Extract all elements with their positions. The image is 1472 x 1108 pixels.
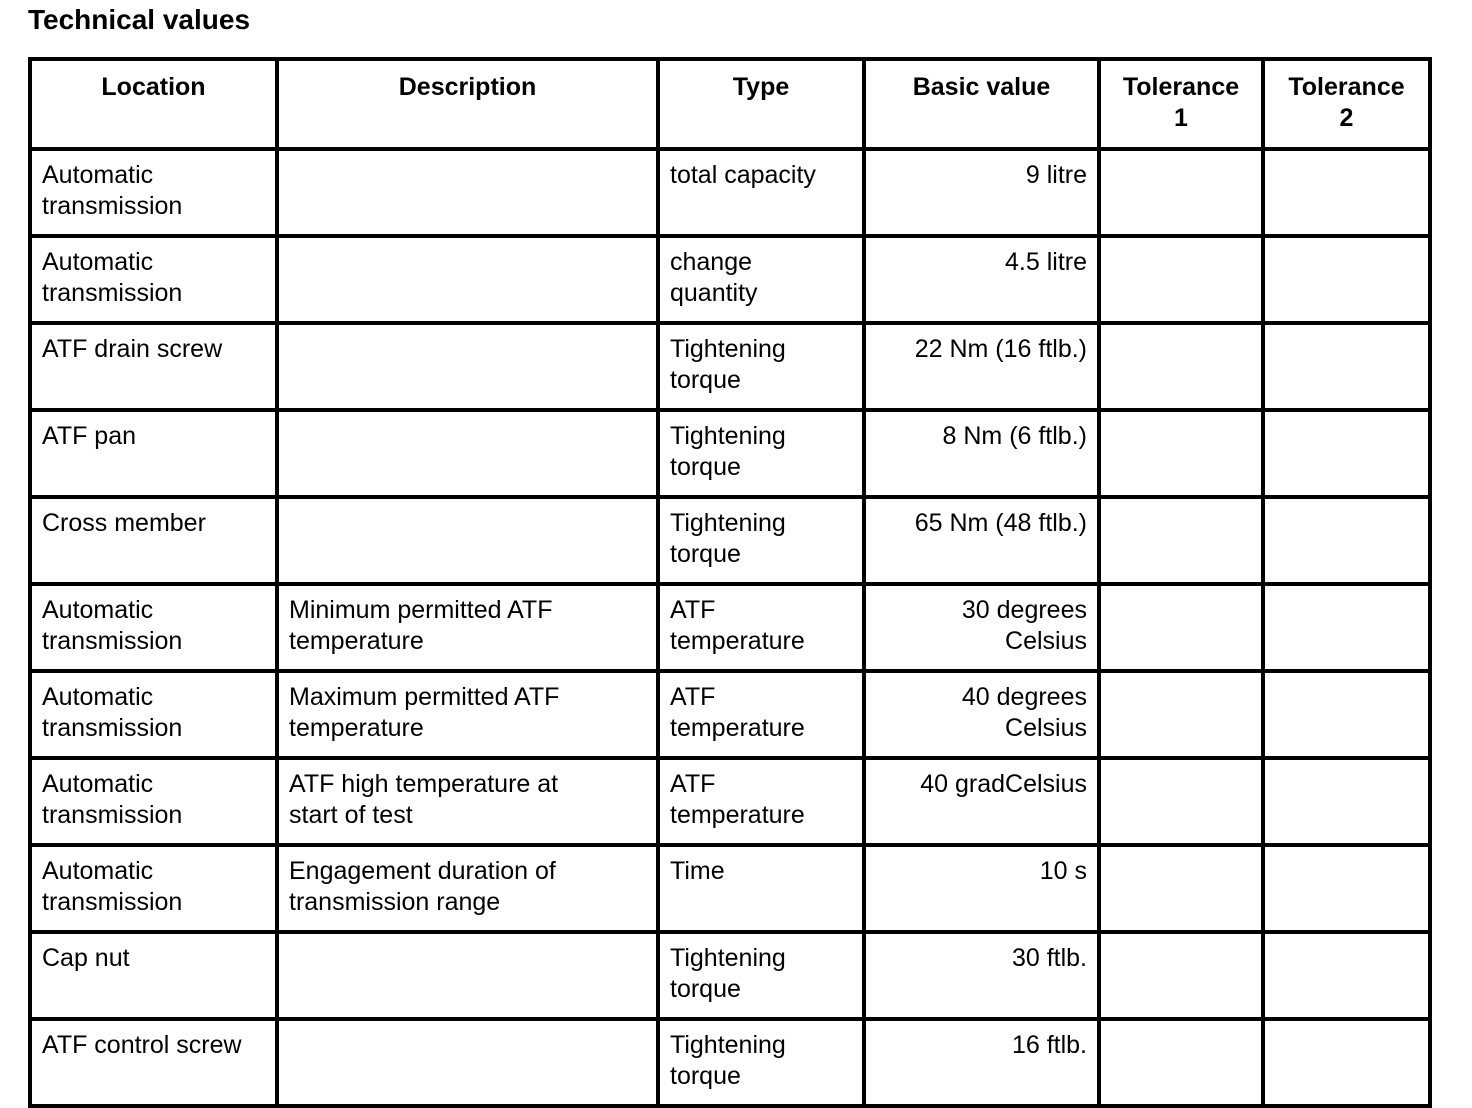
basic-value-cell	[864, 410, 1099, 497]
column-header-location	[30, 59, 277, 149]
table-row	[30, 236, 1430, 323]
column-header-text: Location	[101, 73, 206, 101]
technical-values-table	[28, 57, 1432, 1108]
tolerance-2-cell	[1263, 671, 1430, 758]
cell-text: Automatic	[42, 683, 154, 711]
cell-text: 65 Nm (48 ftlb.)	[914, 509, 1087, 537]
basic-value-cell	[864, 932, 1099, 1019]
tolerance-2-cell	[1263, 410, 1430, 497]
cell-text: Automatic	[42, 161, 154, 189]
column-header-type	[658, 59, 864, 149]
type-cell	[658, 410, 864, 497]
table-row	[30, 932, 1430, 1019]
cell-text: ATF	[670, 596, 716, 624]
location-cell	[30, 497, 277, 584]
location-cell	[30, 671, 277, 758]
cell-text: Celsius	[1005, 714, 1087, 742]
description-cell	[277, 845, 658, 932]
location-cell	[30, 323, 277, 410]
basic-value-cell	[864, 845, 1099, 932]
tolerance-1-cell	[1099, 758, 1263, 845]
tolerance-1-cell	[1099, 497, 1263, 584]
cell-text: ATF	[670, 770, 716, 798]
tolerance-1-cell	[1099, 410, 1263, 497]
location-cell	[30, 410, 277, 497]
column-header-tolerance-1	[1099, 59, 1263, 149]
type-cell	[658, 149, 864, 236]
basic-value-cell	[864, 497, 1099, 584]
tolerance-1-cell	[1099, 671, 1263, 758]
description-cell	[277, 323, 658, 410]
cell-text: Cap nut	[42, 944, 130, 972]
cell-text: quantity	[670, 279, 758, 307]
cell-text: ATF pan	[42, 422, 137, 450]
page-title: Technical values	[28, 4, 251, 35]
tolerance-2-cell	[1263, 323, 1430, 410]
cell-text: temperature	[289, 714, 424, 742]
cell-text: transmission range	[289, 888, 501, 916]
column-header-basic-value	[864, 59, 1099, 149]
description-cell	[277, 149, 658, 236]
column-header-text: Tolerance	[1288, 73, 1405, 101]
type-cell	[658, 758, 864, 845]
table-body	[30, 149, 1430, 1106]
cell-text: 40 gradCelsius	[920, 770, 1087, 798]
tolerance-1-cell	[1099, 845, 1263, 932]
table-header-row	[30, 59, 1430, 149]
cell-text: ATF high temperature at	[289, 770, 559, 798]
cell-text: transmission	[42, 888, 183, 916]
cell-text: 30 degrees	[961, 596, 1087, 624]
location-cell	[30, 584, 277, 671]
tolerance-1-cell	[1099, 932, 1263, 1019]
cell-text: transmission	[42, 192, 183, 220]
basic-value-cell	[864, 758, 1099, 845]
cell-text: temperature	[289, 627, 424, 655]
location-cell	[30, 845, 277, 932]
type-cell	[658, 584, 864, 671]
cell-text: transmission	[42, 801, 183, 829]
cell-text: change	[670, 248, 753, 276]
column-header-text: Tolerance	[1122, 73, 1240, 101]
cell-text: 22 Nm (16 ftlb.)	[914, 335, 1087, 363]
cell-text: Tightening	[670, 422, 786, 450]
description-cell	[277, 410, 658, 497]
cell-text: torque	[670, 366, 741, 394]
cell-text: ATF	[670, 683, 716, 711]
type-cell	[658, 323, 864, 410]
cell-text: temperature	[670, 801, 805, 829]
type-cell	[658, 236, 864, 323]
column-header-text: 1	[1174, 104, 1188, 132]
cell-text: transmission	[42, 279, 183, 307]
cell-text: temperature	[670, 714, 805, 742]
tolerance-2-cell	[1263, 845, 1430, 932]
table-row	[30, 1019, 1430, 1106]
cell-text: 10 s	[1039, 857, 1087, 885]
description-cell	[277, 236, 658, 323]
cell-text: ATF control screw	[42, 1031, 242, 1059]
tolerance-2-cell	[1263, 1019, 1430, 1106]
cell-text: torque	[670, 453, 741, 481]
description-cell	[277, 584, 658, 671]
cell-text: Automatic	[42, 857, 154, 885]
table-row	[30, 845, 1430, 932]
table-row	[30, 497, 1430, 584]
cell-text: Automatic	[42, 770, 154, 798]
type-cell	[658, 845, 864, 932]
cell-text: 9 litre	[1025, 161, 1087, 189]
location-cell	[30, 1019, 277, 1106]
tolerance-2-cell	[1263, 497, 1430, 584]
tolerance-2-cell	[1263, 758, 1430, 845]
cell-text: Tightening	[670, 335, 786, 363]
tolerance-1-cell	[1099, 149, 1263, 236]
description-cell	[277, 932, 658, 1019]
description-cell	[277, 671, 658, 758]
tolerance-1-cell	[1099, 323, 1263, 410]
tolerance-2-cell	[1263, 932, 1430, 1019]
cell-text: 40 degrees	[961, 683, 1087, 711]
location-cell	[30, 236, 277, 323]
tolerance-1-cell	[1099, 584, 1263, 671]
table-row	[30, 410, 1430, 497]
type-cell	[658, 932, 864, 1019]
basic-value-cell	[864, 671, 1099, 758]
cell-text: total capacity	[670, 161, 816, 189]
basic-value-cell	[864, 1019, 1099, 1106]
cell-text: Engagement duration of	[289, 857, 556, 885]
cell-text: 30 ftlb.	[1011, 944, 1087, 972]
tolerance-2-cell	[1263, 584, 1430, 671]
cell-text: torque	[670, 540, 741, 568]
table-row	[30, 323, 1430, 410]
basic-value-cell	[864, 584, 1099, 671]
cell-text: temperature	[670, 627, 805, 655]
type-cell	[658, 497, 864, 584]
tolerance-1-cell	[1099, 236, 1263, 323]
description-cell	[277, 497, 658, 584]
cell-text: Automatic	[42, 596, 154, 624]
tolerance-1-cell	[1099, 1019, 1263, 1106]
column-header-text: 2	[1339, 104, 1354, 132]
cell-text: Minimum permitted ATF	[289, 596, 553, 624]
cell-text: 4.5 litre	[1005, 248, 1087, 276]
type-cell	[658, 671, 864, 758]
basic-value-cell	[864, 323, 1099, 410]
cell-text: torque	[670, 975, 741, 1003]
table-row	[30, 758, 1430, 845]
cell-text: Time	[670, 857, 725, 885]
cell-text: Cross member	[42, 509, 206, 537]
cell-text: Maximum permitted ATF	[289, 683, 560, 711]
cell-text: Tightening	[670, 509, 786, 537]
type-cell	[658, 1019, 864, 1106]
table-row	[30, 584, 1430, 671]
cell-text: Tightening	[670, 944, 786, 972]
location-cell	[30, 932, 277, 1019]
description-cell	[277, 758, 658, 845]
basic-value-cell	[864, 236, 1099, 323]
column-header-text: Type	[732, 73, 790, 101]
column-header-text: Basic value	[912, 73, 1051, 101]
column-header-description	[277, 59, 658, 149]
cell-text: 8 Nm (6 ftlb.)	[942, 422, 1087, 450]
description-cell	[277, 1019, 658, 1106]
tolerance-2-cell	[1263, 236, 1430, 323]
cell-text: transmission	[42, 714, 183, 742]
location-cell	[30, 758, 277, 845]
cell-text: Celsius	[1005, 627, 1087, 655]
basic-value-cell	[864, 149, 1099, 236]
cell-text: 16 ftlb.	[1011, 1031, 1087, 1059]
cell-text: ATF drain screw	[42, 335, 223, 363]
tolerance-2-cell	[1263, 149, 1430, 236]
cell-text: torque	[670, 1062, 741, 1090]
cell-text: Tightening	[670, 1031, 786, 1059]
table-row	[30, 149, 1430, 236]
cell-text: Automatic	[42, 248, 154, 276]
cell-text: start of test	[289, 801, 413, 829]
column-header-tolerance-2	[1263, 59, 1430, 149]
cell-text: transmission	[42, 627, 183, 655]
column-header-text: Description	[398, 73, 537, 101]
location-cell	[30, 149, 277, 236]
table-row	[30, 671, 1430, 758]
